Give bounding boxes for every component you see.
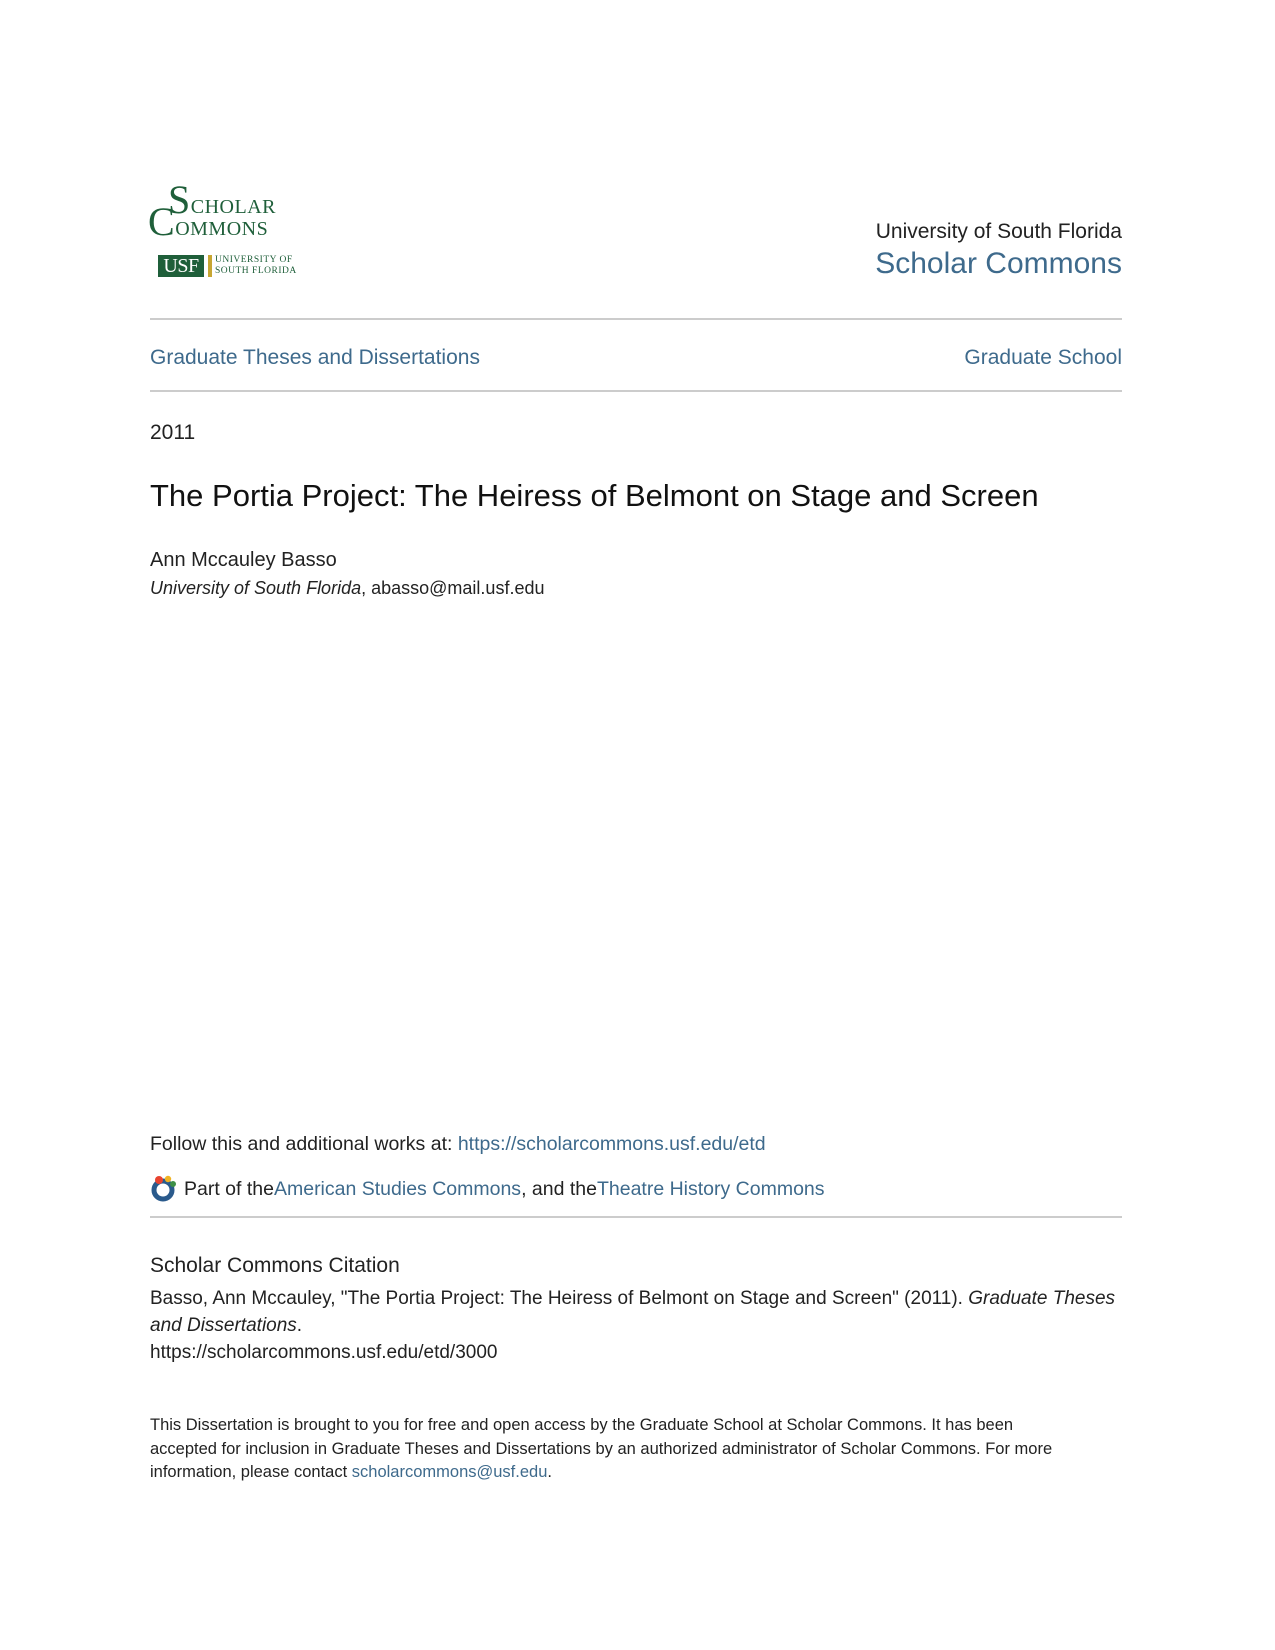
access-notice [150, 1414, 1070, 1485]
repository-link[interactable]: Scholar Commons [875, 247, 1122, 280]
publication-year: 2011 [150, 421, 196, 444]
institution: University of South Florida [150, 578, 362, 598]
citation-text: Basso, Ann Mccauley, "The Portia Project: The Heiress of Belmont on Stage and Screen" (2011). [150, 1288, 969, 1309]
divider [150, 1216, 1122, 1218]
citation-period: . [296, 1315, 303, 1336]
follow-url-link[interactable]: https://scholarcommons.usf.edu/etd [457, 1133, 766, 1155]
author-email: abasso@mail.usf.edu [371, 578, 545, 598]
usf-logo-box: USF [158, 255, 204, 277]
school-link[interactable]: Graduate School [964, 346, 1122, 369]
logo-commons-word: COMMONS [148, 199, 269, 244]
separator: , [361, 578, 372, 598]
paper-title: The Portia Project: The Heiress of Belmont on Stage and Screen [150, 478, 1039, 513]
usf-logo-divider [208, 255, 212, 277]
part-of-line [150, 1175, 825, 1203]
part-of-mid: , and the [521, 1177, 597, 1200]
collection-link[interactable]: Graduate Theses and Dissertations [150, 346, 480, 369]
follow-line [150, 1133, 766, 1156]
notice-end: . [547, 1463, 552, 1481]
network-icon [150, 1175, 178, 1203]
usf-logo-line1: UNIVERSITY OF [215, 255, 293, 265]
citation-url: https://scholarcommons.usf.edu/etd/3000 [150, 1342, 498, 1363]
citation-body [150, 1285, 1125, 1366]
divider [150, 318, 1122, 320]
scholar-commons-logo[interactable] [148, 177, 308, 280]
logo-scholar-word: SCHOLAR [168, 177, 276, 222]
part-of-prefix: Part of the [184, 1177, 274, 1200]
author-affiliation [150, 578, 544, 599]
usf-logo-line2: SOUTH FLORIDA [215, 266, 297, 276]
citation-series: Graduate Theses and Dissertations [150, 1288, 1116, 1336]
divider [150, 390, 1122, 392]
theatre-history-commons-link[interactable]: Theatre History Commons [596, 1177, 825, 1200]
american-studies-commons-link[interactable]: American Studies Commons [273, 1177, 522, 1200]
author-name: Ann Mccauley Basso [150, 549, 337, 571]
follow-prefix: Follow this and additional works at: [150, 1133, 458, 1155]
contact-email-link[interactable]: scholarcommons@usf.edu [351, 1463, 548, 1481]
university-name: University of South Florida [875, 220, 1122, 243]
usf-logo-text [215, 255, 297, 277]
notice-text: This Dissertation is brought to you for free and open access by the Graduate School at Scholar Commons. It has been accepted for inclusion in Graduate Theses and Dissertations by an authorized administrator of Scholar Commons. For more information, please contact [150, 1416, 1053, 1481]
citation-heading: Scholar Commons Citation [150, 1254, 400, 1277]
